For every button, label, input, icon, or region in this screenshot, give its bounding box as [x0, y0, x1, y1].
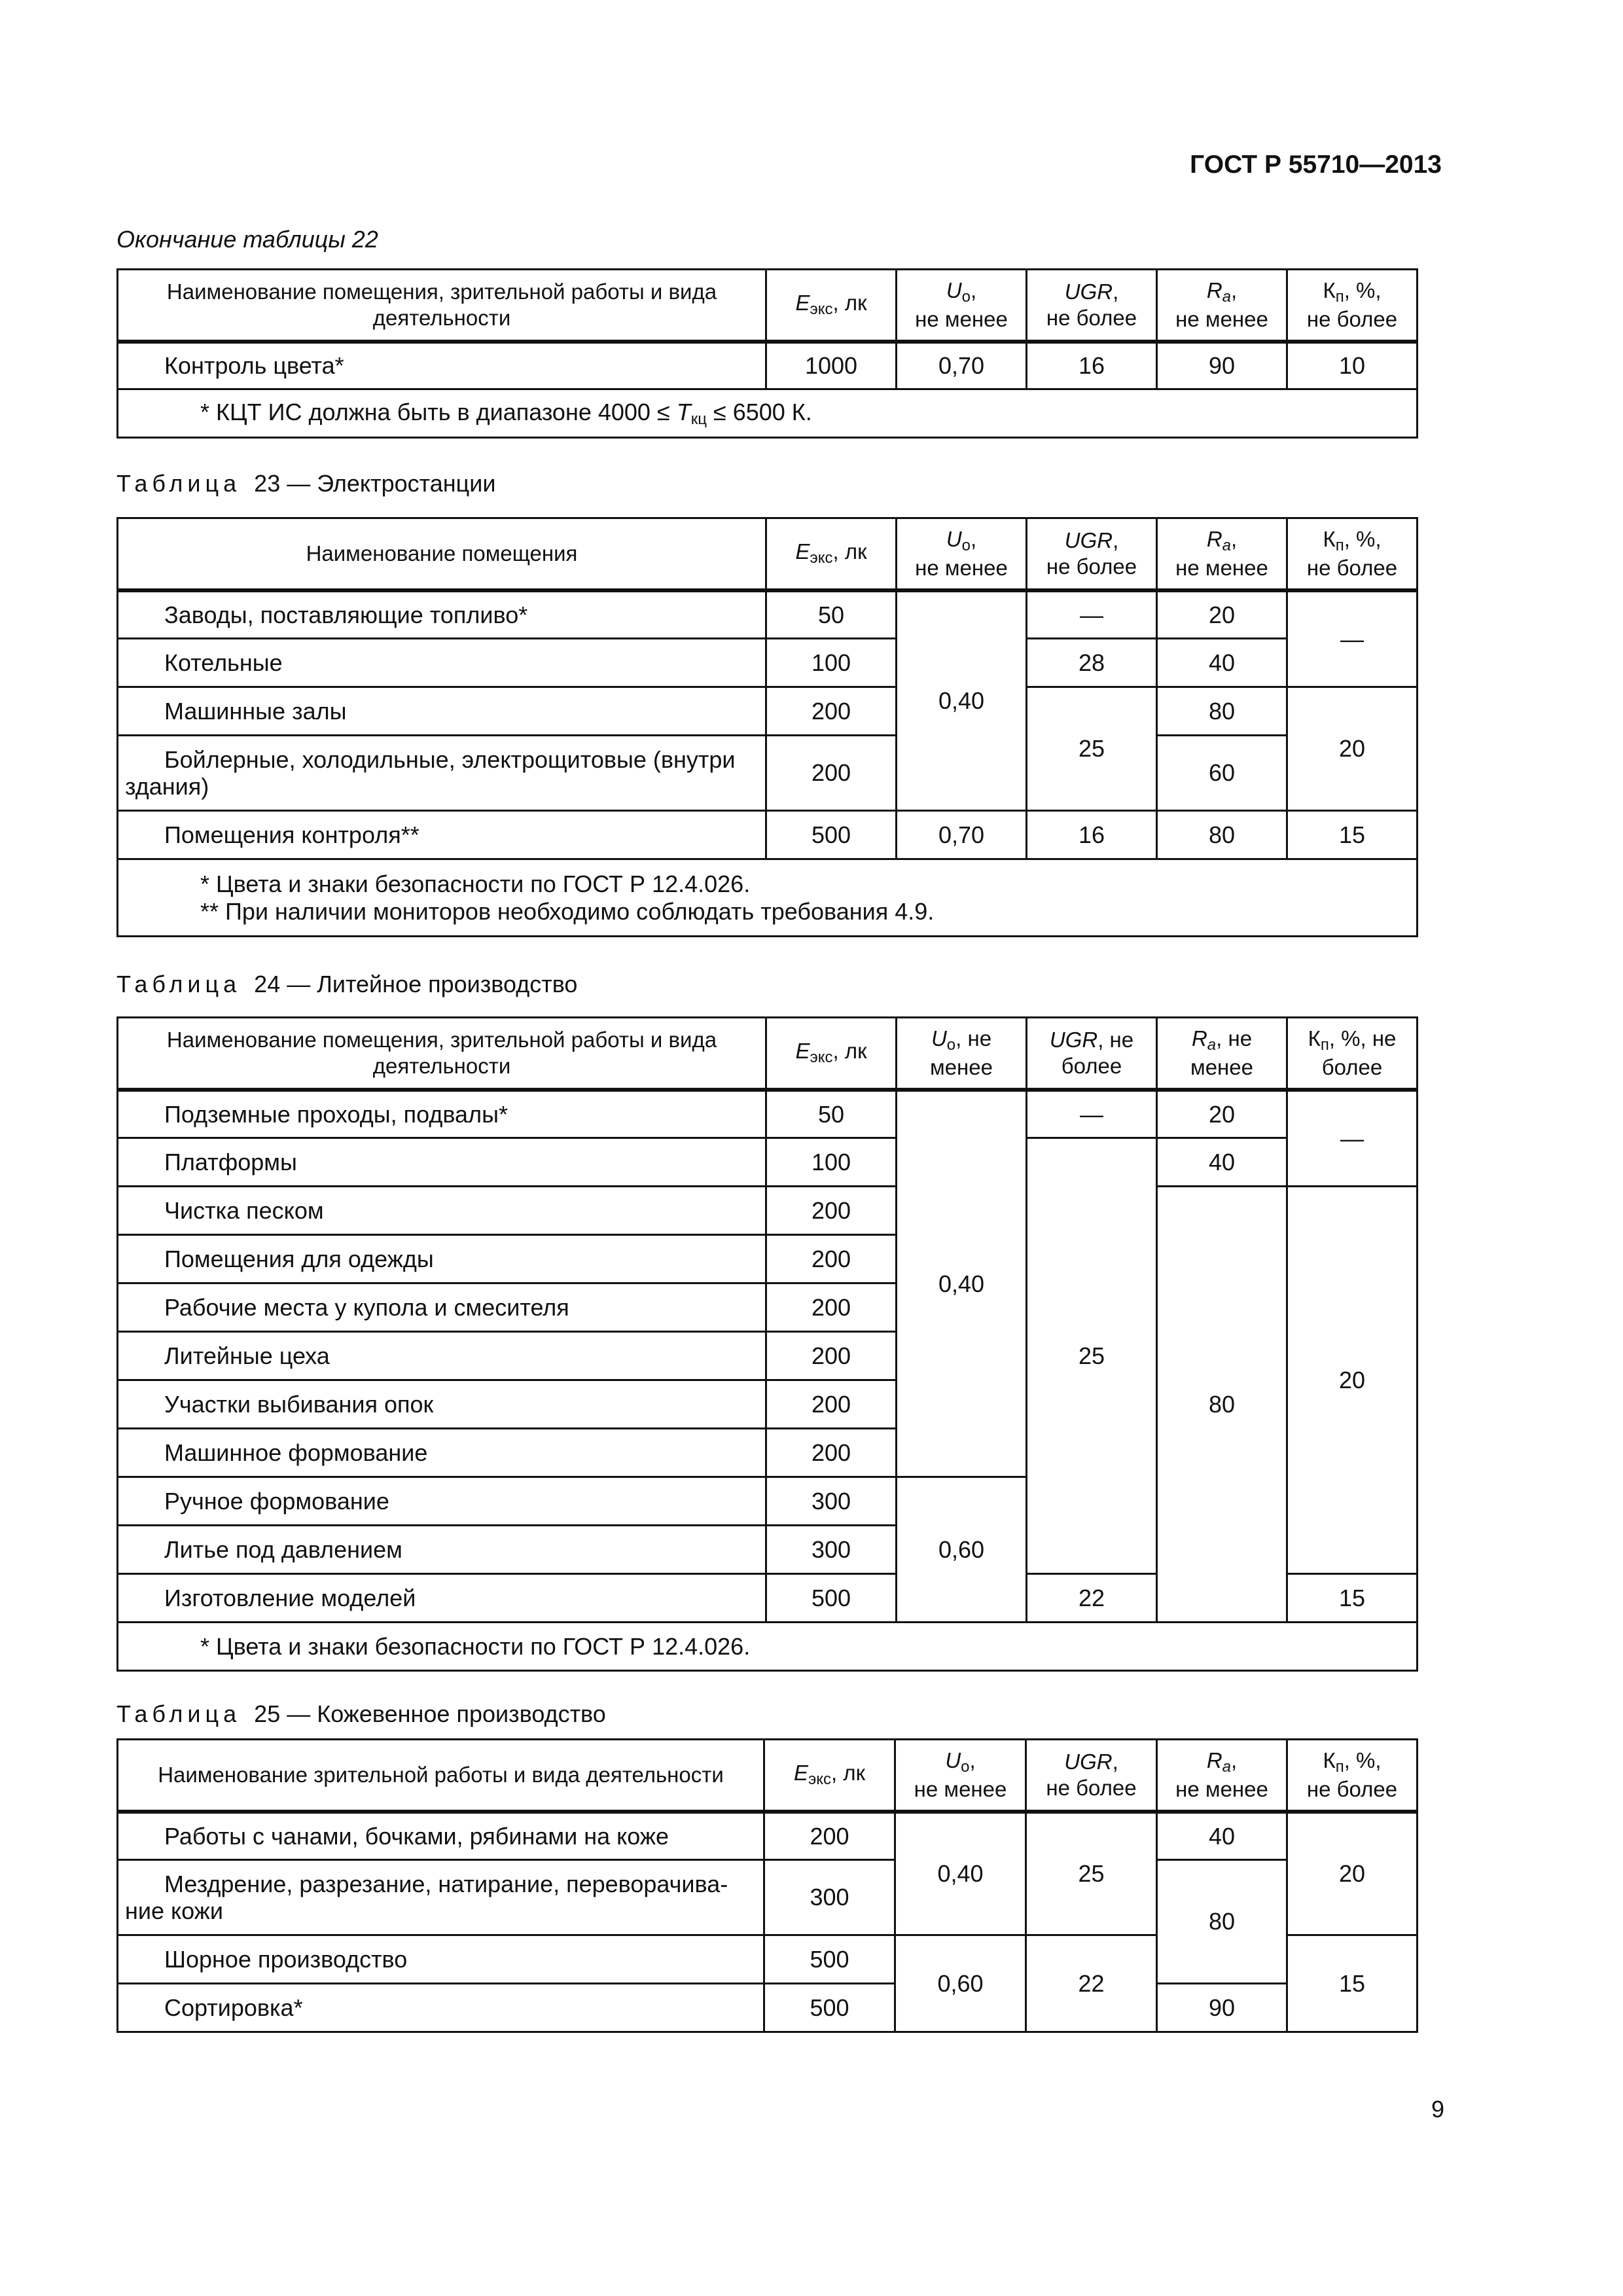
ra-suffix: ,: [1231, 278, 1238, 302]
col-header-uniformity: [897, 1018, 1027, 1090]
cell-u: 0,70: [897, 811, 1027, 859]
table-row: [118, 687, 1418, 736]
note-t-subscript: кц: [690, 410, 707, 428]
cell-u-merged: 0,40: [897, 1090, 1027, 1477]
k-subscript: п: [1335, 536, 1344, 554]
cell-name: Машинное формование: [118, 1429, 766, 1477]
caption-label: Таблица: [116, 1700, 241, 1727]
ra-text: не менее: [1175, 1777, 1268, 1802]
col-header-name: Наименование помещения: [118, 518, 766, 590]
cell-k: 10: [1287, 342, 1418, 389]
cell-name: Литейные цеха: [118, 1332, 766, 1380]
table-row: [118, 639, 1418, 687]
u-text: не менее: [915, 307, 1008, 332]
table-row: [118, 1138, 1418, 1187]
ra-symbol: R: [1206, 1748, 1222, 1772]
cell-name: Подземные проходы, подвалы*: [118, 1090, 766, 1138]
cell-name: Работы с чанами, бочками, рябинами на коже: [118, 1812, 764, 1860]
cell-e: 200: [766, 1332, 897, 1380]
col-header-ugr: [1027, 270, 1157, 342]
cell-e: 500: [766, 811, 897, 859]
cell-ugr-merged: 25: [1027, 1138, 1157, 1574]
cell-e: 50: [766, 1090, 897, 1138]
col-header-name: Наименование зрительной работы и вида деятельности: [118, 1740, 764, 1812]
col-header-ra: [1157, 1018, 1287, 1090]
col-header-ripple: [1287, 518, 1418, 590]
e-unit: , лк: [832, 539, 867, 564]
ugr-text: не более: [1046, 305, 1137, 330]
col-header-ripple: [1287, 1018, 1418, 1090]
u-suffix: , не: [955, 1026, 992, 1050]
cell-k: 15: [1287, 811, 1418, 859]
ra-text: не менее: [1175, 307, 1268, 332]
cell-name: Ручное формование: [118, 1477, 766, 1526]
u-subscript: o: [961, 287, 971, 306]
col-header-uniformity: [897, 518, 1027, 590]
cell-ra-merged: 80: [1157, 1860, 1287, 1984]
table-notes: [118, 859, 1418, 937]
u-text: не менее: [915, 556, 1008, 581]
cell-ugr: —: [1027, 1090, 1157, 1138]
cell-k-merged: 15: [1287, 1935, 1418, 2032]
table-23: [116, 517, 1418, 937]
cell-e: 300: [766, 1477, 897, 1526]
table-row: [118, 1187, 1418, 1235]
note-line: ** При наличии мониторов необходимо соблюдать требования 4.9.: [200, 897, 935, 925]
cell-name: Контроль цвета*: [118, 342, 766, 389]
table-25-caption: [116, 1700, 606, 1728]
table-22-caption: Окончание таблицы 22: [116, 226, 378, 253]
cell-e: 1000: [766, 342, 897, 389]
caption-label: Таблица: [116, 470, 241, 497]
cell-ra: 80: [1157, 811, 1287, 859]
cell-e: 500: [766, 1574, 897, 1623]
u-symbol: U: [946, 526, 962, 551]
cell-name: Литье под давлением: [118, 1526, 766, 1574]
cell-e: 200: [766, 1380, 897, 1429]
cell-k-merged: 20: [1287, 1187, 1418, 1574]
cell-e: 200: [766, 1235, 897, 1283]
e-symbol: E: [795, 291, 810, 315]
cell-name: Чистка песком: [118, 1187, 766, 1235]
ugr-text: более: [1061, 1053, 1122, 1078]
e-unit: , лк: [832, 1039, 867, 1064]
k-text: более: [1321, 1055, 1383, 1080]
col-header-ripple: [1287, 1740, 1418, 1812]
cell-name: Заводы, поставляющие топливо*: [118, 590, 766, 639]
cell-e: 50: [766, 590, 897, 639]
ra-symbol: R: [1206, 526, 1222, 551]
k-symbol: К: [1308, 1026, 1321, 1050]
e-subscript: экс: [808, 1770, 831, 1789]
cell-ra: 40: [1157, 1138, 1287, 1187]
k-suffix: , %,: [1344, 1748, 1382, 1772]
table-row: [118, 1984, 1418, 2032]
caption-title: 24 — Литейное производство: [254, 971, 578, 997]
ra-text: не менее: [1175, 556, 1268, 581]
cell-ugr: —: [1027, 590, 1157, 639]
u-text: менее: [930, 1055, 993, 1080]
ra-subscript: a: [1222, 536, 1232, 554]
cell-ra: 90: [1157, 342, 1287, 389]
k-text: не более: [1306, 1777, 1398, 1802]
cell-k-merged: 20: [1287, 687, 1418, 811]
cell-e: 200: [766, 687, 897, 736]
ugr-text: не более: [1046, 1775, 1137, 1800]
cell-ugr: 16: [1027, 811, 1157, 859]
cell-k-merged: —: [1287, 590, 1418, 687]
table-note-row: [118, 1623, 1418, 1671]
cell-e: 500: [764, 1984, 895, 2032]
table-note-row: [118, 859, 1418, 937]
cell-ugr-merged: 22: [1026, 1935, 1157, 2032]
ugr-text: не более: [1046, 554, 1137, 579]
ugr-suffix: ,: [1112, 1749, 1118, 1774]
ra-suffix: ,: [1231, 526, 1238, 551]
table-header-row: [118, 1018, 1418, 1090]
table-row: [118, 590, 1418, 639]
cell-ugr-merged: 25: [1026, 1812, 1157, 1935]
ra-subscript: a: [1207, 1035, 1217, 1054]
cell-ra: 40: [1157, 639, 1287, 687]
col-header-illuminance: [766, 1018, 897, 1090]
k-subscript: п: [1320, 1035, 1329, 1054]
u-suffix: ,: [971, 278, 977, 302]
e-unit: , лк: [832, 291, 867, 315]
e-subscript: экс: [810, 1049, 833, 1067]
ra-suffix: ,: [1231, 1748, 1238, 1772]
table-note-row: [118, 389, 1418, 438]
cell-e: 200: [766, 1187, 897, 1235]
ra-symbol: R: [1206, 278, 1222, 302]
cell-name: Мездрение, разрезание, натирание, переворачива-ние кожи: [118, 1860, 764, 1935]
cell-ra: 40: [1157, 1812, 1287, 1860]
cell-e: 300: [764, 1860, 895, 1935]
ugr-suffix: , не: [1097, 1028, 1134, 1052]
cell-ra: 20: [1157, 590, 1287, 639]
table-row: [118, 736, 1418, 811]
caption-label: Таблица: [116, 971, 241, 997]
cell-ra-merged: 80: [1157, 1187, 1287, 1623]
col-header-ugr: [1027, 518, 1157, 590]
cell-name: Помещения контроля**: [118, 811, 766, 859]
ra-symbol: R: [1191, 1026, 1207, 1050]
table-23-caption: [116, 470, 495, 497]
table-header-row: [118, 270, 1418, 342]
cell-name: Бойлерные, холодильные, электрощитовые (внутри здания): [118, 736, 766, 811]
col-header-illuminance: [764, 1740, 895, 1812]
cell-k-merged: 20: [1287, 1812, 1418, 1935]
table-header-row: [118, 518, 1418, 590]
cell-name: Рабочие места у купола и смесителя: [118, 1283, 766, 1332]
k-text: не более: [1306, 307, 1398, 332]
table-note: [118, 389, 1418, 438]
cell-name: Платформы: [118, 1138, 766, 1187]
col-header-uniformity: [897, 270, 1027, 342]
note-t-symbol: T: [676, 398, 691, 425]
ugr-suffix: ,: [1113, 279, 1119, 304]
cell-e: 300: [766, 1526, 897, 1574]
k-suffix: , %,: [1344, 526, 1382, 551]
cell-u: 0,70: [897, 342, 1027, 389]
cell-ra: 80: [1157, 687, 1287, 736]
cell-e: 500: [764, 1935, 895, 1984]
u-subscript: o: [961, 1757, 970, 1776]
ra-subscript: a: [1222, 1757, 1232, 1776]
col-header-name: Наименование помещения, зрительной работы и вида деятельности: [118, 1018, 766, 1090]
cell-name: Изготовление моделей: [118, 1574, 766, 1623]
col-header-ripple: [1287, 270, 1418, 342]
u-symbol: U: [945, 1748, 961, 1772]
cell-e: 200: [766, 1283, 897, 1332]
cell-ugr-merged: 25: [1027, 687, 1157, 811]
table-24-caption: [116, 971, 577, 998]
table-row: [118, 342, 1418, 389]
table-row: [118, 1812, 1418, 1860]
e-subscript: экс: [810, 549, 833, 567]
table-row: [118, 1860, 1418, 1935]
ra-text: менее: [1190, 1055, 1253, 1080]
table-row: [118, 811, 1418, 859]
u-suffix: ,: [969, 1748, 976, 1772]
cell-e: 200: [766, 736, 897, 811]
col-header-ra: [1157, 270, 1287, 342]
col-header-ugr: [1026, 1740, 1157, 1812]
cell-u-merged: 0,40: [895, 1812, 1026, 1935]
cell-ugr: 16: [1027, 342, 1157, 389]
u-text: не менее: [914, 1777, 1007, 1802]
page-number: 9: [1431, 2096, 1444, 2123]
cell-e: 100: [766, 1138, 897, 1187]
note-text-b: ≤ 6500 К.: [706, 398, 812, 425]
caption-title: 25 — Кожевенное производство: [254, 1700, 606, 1727]
k-symbol: К: [1323, 1748, 1336, 1772]
cell-name: Участки выбивания опок: [118, 1380, 766, 1429]
col-header-ra: [1157, 518, 1287, 590]
cell-name: Котельные: [118, 639, 766, 687]
k-symbol: К: [1323, 278, 1336, 302]
e-symbol: E: [793, 1761, 808, 1785]
col-header-illuminance: [766, 518, 897, 590]
table-note: * Цвета и знаки безопасности по ГОСТ Р 12.4.026.: [118, 1623, 1418, 1671]
note-line: * Цвета и знаки безопасности по ГОСТ Р 12.4.026.: [200, 870, 751, 898]
cell-ugr: 22: [1027, 1574, 1157, 1623]
caption-title: 23 — Электростанции: [254, 470, 496, 497]
e-subscript: экс: [810, 300, 833, 319]
table-24: [116, 1016, 1418, 1672]
col-header-uniformity: [895, 1740, 1026, 1812]
cell-name: Сортировка*: [118, 1984, 764, 2032]
cell-u-merged: 0,60: [897, 1477, 1027, 1623]
col-header-ra: [1157, 1740, 1287, 1812]
k-text: не более: [1306, 556, 1398, 581]
cell-name: Шорное производство: [118, 1935, 764, 1984]
table-22: [116, 268, 1418, 439]
cell-u-merged: 0,60: [895, 1935, 1026, 2032]
u-symbol: U: [946, 278, 962, 302]
table-header-row: [118, 1740, 1418, 1812]
k-suffix: , %,: [1344, 278, 1382, 302]
cell-e: 100: [766, 639, 897, 687]
table-25: [116, 1738, 1418, 2033]
cell-ra: 90: [1157, 1984, 1287, 2032]
note-text-a: * КЦТ ИС должна быть в диапазоне 4000 ≤: [200, 398, 677, 425]
cell-e: 200: [764, 1812, 895, 1860]
col-header-illuminance: [766, 270, 897, 342]
ra-subscript: a: [1222, 287, 1232, 306]
u-subscript: o: [946, 1035, 956, 1054]
col-header-name: Наименование помещения, зрительной работы и вида деятельности: [118, 270, 766, 342]
cell-k: 15: [1287, 1574, 1418, 1623]
u-subscript: o: [961, 536, 971, 554]
ugr-symbol: UGR: [1064, 528, 1113, 553]
ra-suffix: , не: [1216, 1026, 1253, 1050]
ugr-suffix: ,: [1113, 528, 1119, 553]
cell-name: Машинные залы: [118, 687, 766, 736]
cell-name: Помещения для одежды: [118, 1235, 766, 1283]
k-subscript: п: [1335, 1757, 1344, 1776]
k-subscript: п: [1335, 287, 1344, 306]
e-unit: , лк: [831, 1761, 866, 1785]
cell-ra: 60: [1157, 736, 1287, 811]
e-symbol: E: [795, 539, 810, 564]
cell-ra: 20: [1157, 1090, 1287, 1138]
cell-e: 200: [766, 1429, 897, 1477]
col-header-ugr: [1027, 1018, 1157, 1090]
cell-u-merged: 0,40: [897, 590, 1027, 811]
ugr-symbol: UGR: [1064, 1749, 1113, 1774]
u-symbol: U: [931, 1026, 947, 1050]
table-row: [118, 1090, 1418, 1138]
k-symbol: К: [1323, 526, 1336, 551]
document-header: ГОСТ Р 55710—2013: [1190, 151, 1442, 179]
e-symbol: E: [795, 1039, 810, 1064]
k-suffix: , %, не: [1329, 1026, 1397, 1050]
cell-ugr: 28: [1027, 639, 1157, 687]
cell-k-merged: —: [1287, 1090, 1418, 1187]
ugr-symbol: UGR: [1049, 1028, 1098, 1052]
ugr-symbol: UGR: [1064, 279, 1113, 304]
u-suffix: ,: [971, 526, 977, 551]
